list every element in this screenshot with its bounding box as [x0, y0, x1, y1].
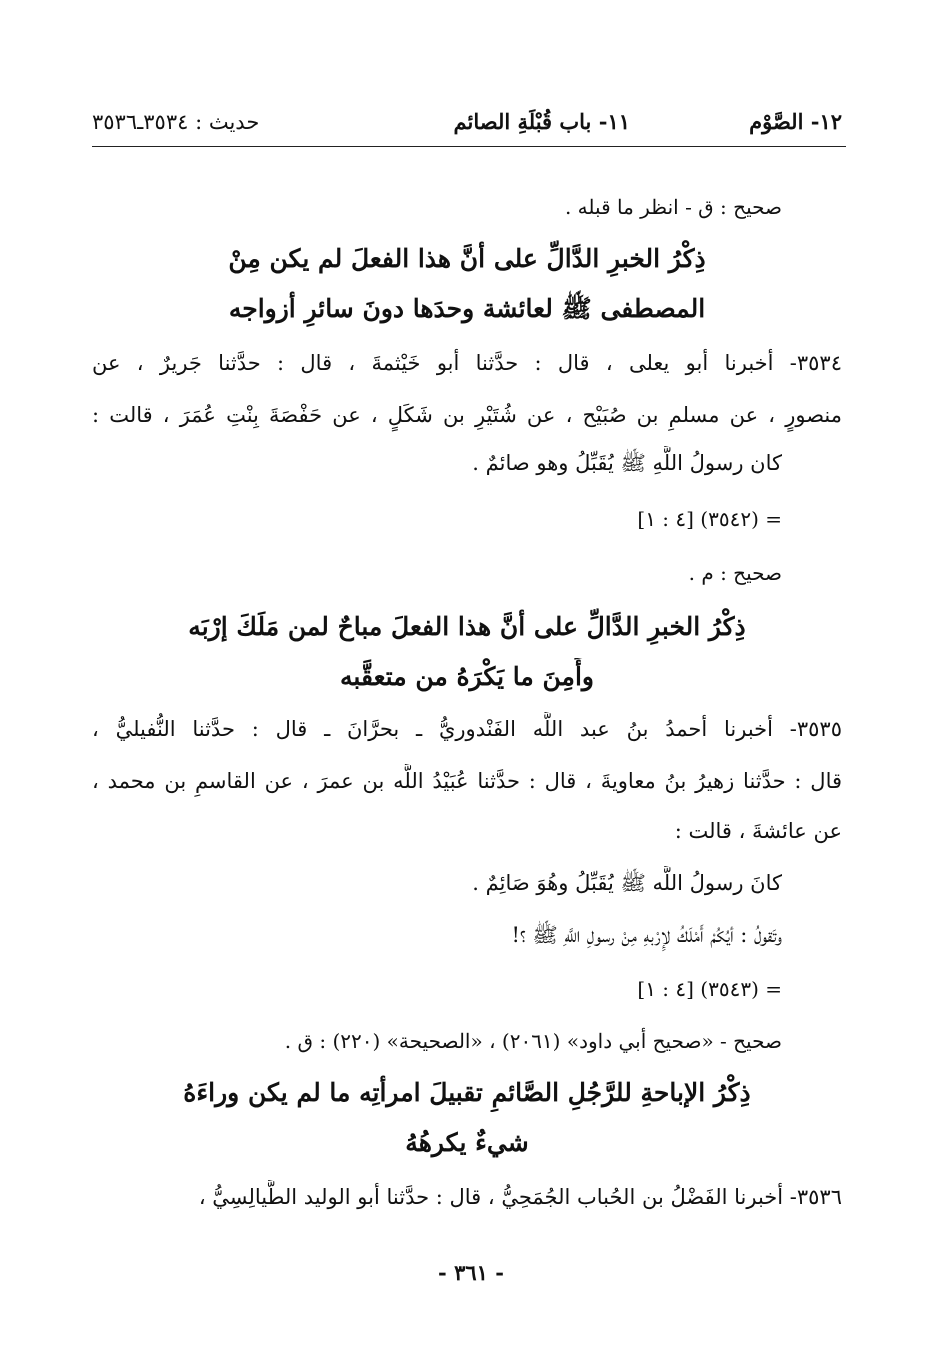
hadith-text: قال : حدَّثنا زهيرُ بنُ معاويةَ ، قال : حدَّثنا عُبَيْدُ اللَّه بن عمرَ ، عن القاسمِ بن محمد ،: [92, 769, 842, 793]
hadith-text: عن عائشةَ ، قالت :: [674, 819, 842, 843]
chapter-heading: شيءٌ يكرهُهُ: [405, 1128, 529, 1157]
running-header-hadith-range: حديث : ٣٥٣٤ـ٣٥٣٦: [92, 110, 260, 134]
hadith-matn: كان رسولُ اللَّهِ ﷺ يُقَبِّلُ وهو صائمٌ .: [472, 451, 782, 475]
grading-line: صحيح : ق - انظر ما قبله .: [564, 195, 782, 219]
cross-reference: = (٣٥٤٢) [٤ : ١]: [637, 507, 782, 531]
chapter-heading: ذِكْرُ الخبرِ الدَّالِّ على أنَّ هذا الفعلَ لم يكن مِنْ: [228, 244, 706, 273]
hadith-text: ٣٥٣٦- أخبرنا الفَضْلُ بن الحُباب الجُمَحِيُّ ، قال : حدَّثنا أبو الوليد الطَّيالِسِيُّ ،: [198, 1185, 842, 1209]
hadith-text: ٣٥٣٥- أخبرنا أحمدُ بنُ عبد اللَّه الفَنْدوريُّ ـ بحرَّانَ ـ قال : حدَّثنا النُّفيليُّ ،: [92, 717, 842, 741]
page-number: - ٣٦١ -: [438, 1260, 504, 1285]
hadith-matn: وتَقولُ : أيُكُمْ أَمْلَكُ لإِرْبهِ مِنْ رسولِ اللَّهِ ﷺ ؟!: [511, 923, 782, 947]
grading-line: صحيح - «صحيح أبي داود» (٢٠٦١) ، «الصحيحة» (٢٢٠) : ق .: [284, 1029, 782, 1053]
hadith-text: ٣٥٣٤- أخبرنا أبو يعلى ، قال : حدَّثنا أبو خَيْثمةَ ، قال : حدَّثنا جَريرٌ ، عن: [92, 351, 842, 375]
running-header-chapter: ١٢- الصَّوْم: [749, 109, 842, 134]
grading-line: صحيح : م .: [688, 561, 782, 585]
chapter-heading: ذِكْرُ الخبرِ الدَّالِّ على أنَّ هذا الفعلَ مباحٌ لمن مَلَكَ إرْبَه: [188, 612, 746, 641]
cross-reference: = (٣٥٤٣) [٤ : ١]: [637, 977, 782, 1001]
chapter-heading: المصطفى ﷺ لعائشة وحدَها دونَ سائرِ أزواجه: [228, 294, 706, 323]
hadith-text: منصورٍ ، عن مسلمِ بن صُبَيْح ، عن شُتَيْرِ بن شَكَلٍ ، عن حَفْصَةَ بِنْتِ عُمَرَ ، قالت :: [92, 403, 842, 427]
running-header-section: ١١- باب قُبْلَةِ الصائم: [453, 109, 630, 134]
header-rule: [92, 146, 846, 147]
chapter-heading: ذِكْرُ الإباحةِ للرَّجُلِ الصَّائمِ تقبيلَ امرأتِه ما لم يكن وراءَهُ: [183, 1078, 751, 1107]
chapter-heading: وأَمِنَ ما يَكْرَهُ من متعقَّبه: [340, 662, 594, 691]
hadith-matn: كانَ رسولُ اللَّه ﷺ يُقَبِّلُ وهُوَ صَائِمٌ .: [472, 871, 782, 895]
